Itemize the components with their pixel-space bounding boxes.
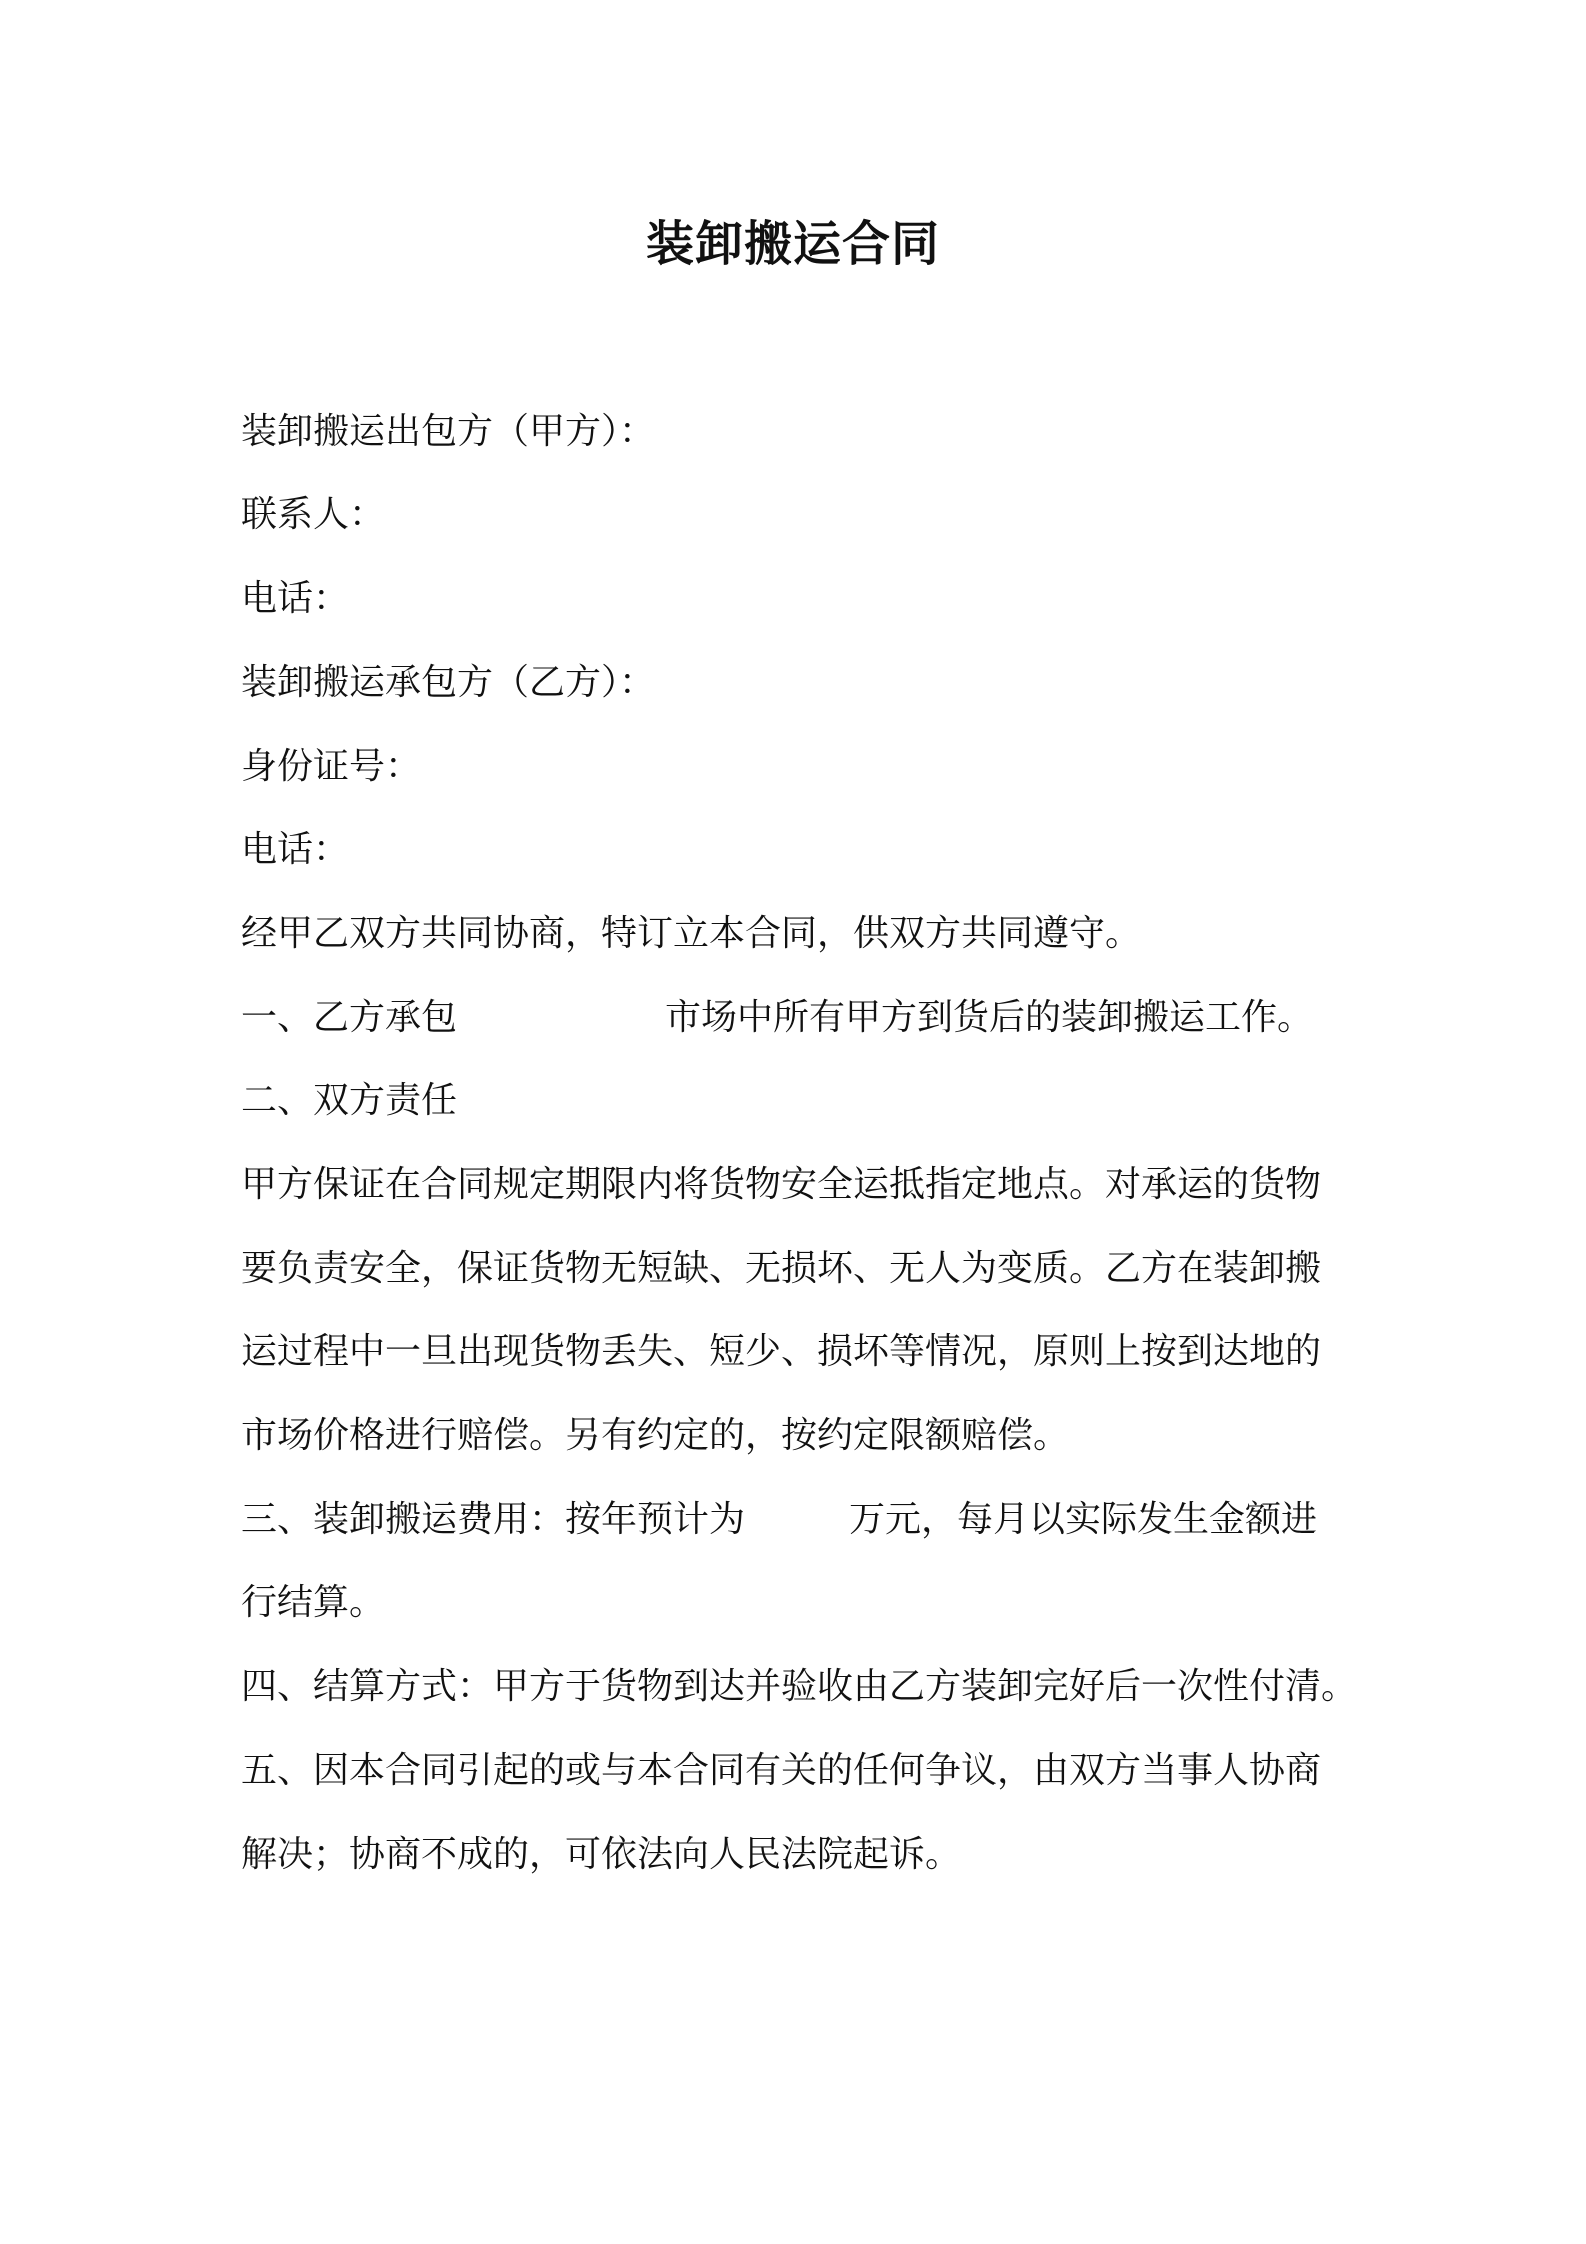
clause-4: 四、结算方式：甲方于货物到达并验收由乙方装卸完好后一次性付清。: [241, 1666, 1358, 1707]
clause-3-continuation: 行结算。: [241, 1582, 386, 1623]
clause-1-text-after: 市场中所有甲方到货后的装卸搬运工作。: [665, 997, 1314, 1038]
clause-2-line: 运过程中一旦出现货物丢失、短少、损坏等情况，原则上按到达地的: [241, 1331, 1322, 1372]
clause-5-line: 五、因本合同引起的或与本合同有关的任何争议，由双方当事人协商: [241, 1750, 1322, 1791]
clause-3-text-after: 万元，每月以实际发生金额进: [849, 1499, 1318, 1540]
clause-1: [241, 994, 1361, 1042]
contact-person-field: 联系人：: [241, 494, 386, 535]
party-b-phone-field: 电话：: [241, 829, 350, 870]
party-a-field: 装卸搬运出包方（甲方）：: [241, 411, 656, 452]
document-title: 装卸搬运合同: [645, 216, 940, 272]
clause-3-text-before: 三、装卸搬运费用：按年预计为: [241, 1499, 746, 1540]
id-number-field: 身份证号：: [241, 746, 422, 787]
party-a-phone-field: 电话：: [241, 578, 350, 619]
party-b-field: 装卸搬运承包方（乙方）：: [241, 662, 656, 703]
clause-2-heading: 二、双方责任: [241, 1080, 458, 1121]
clause-2-line: 甲方保证在合同规定期限内将货物安全运抵指定地点。对承运的货物: [241, 1164, 1322, 1205]
intro-paragraph: 经甲乙双方共同协商，特订立本合同，供双方共同遵守。: [241, 913, 1142, 954]
clause-3: [241, 1496, 1361, 1544]
clause-2-line: 要负责安全，保证货物无短缺、无损坏、无人为变质。乙方在装卸搬: [241, 1248, 1322, 1289]
clause-5-line: 解决；协商不成的，可依法向人民法院起诉。: [241, 1834, 962, 1875]
clause-1-text-before: 一、乙方承包: [241, 997, 458, 1038]
clause-2-line: 市场价格进行赔偿。另有约定的，按约定限额赔偿。: [241, 1415, 1070, 1456]
